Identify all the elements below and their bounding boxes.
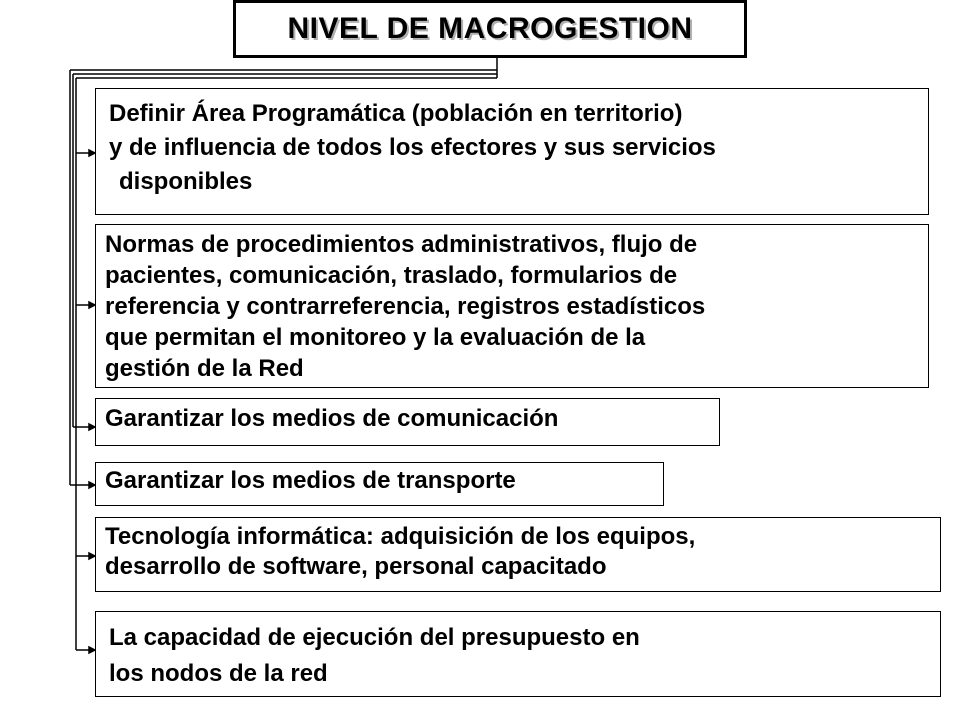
item-text-line: Normas de procedimientos administrativos, flujo de [105, 231, 698, 258]
item-text-line: referencia y contrarreferencia, registros estadísticos [105, 293, 706, 320]
item-text-line: y de influencia de todos los efectores y sus servicios [109, 134, 716, 161]
item-box-capacidad-presupuesto [95, 611, 941, 697]
item-text-line: Garantizar los medios de transporte [105, 467, 516, 494]
item-text-line: desarrollo de software, personal capacitado [105, 553, 607, 580]
item-box-normas-procedimientos [95, 224, 929, 388]
item-box-tecnologia-informatica [95, 517, 941, 592]
item-text-line: pacientes, comunicación, traslado, formularios de [105, 262, 678, 289]
item-text-line: Tecnología informática: adquisición de los equipos, [105, 523, 696, 550]
item-text-line: Garantizar los medios de comunicación [105, 405, 559, 432]
item-text-line: Definir Área Programática (población en territorio) [109, 100, 683, 127]
item-box-medios-comunicacion [95, 398, 720, 446]
item-box-area-programatica [95, 88, 929, 215]
item-text-line: disponibles [119, 168, 253, 195]
item-text-line: gestión de la Red [105, 355, 304, 382]
item-text-line: que permitan el monitoreo y la evaluación de la [105, 324, 646, 351]
item-text-line: los nodos de la red [109, 660, 328, 687]
item-text-line: La capacidad de ejecución del presupuesto en [109, 624, 640, 651]
item-box-medios-transporte [95, 462, 664, 506]
diagram-title: NIVEL DE MACROGESTION [287, 12, 693, 45]
